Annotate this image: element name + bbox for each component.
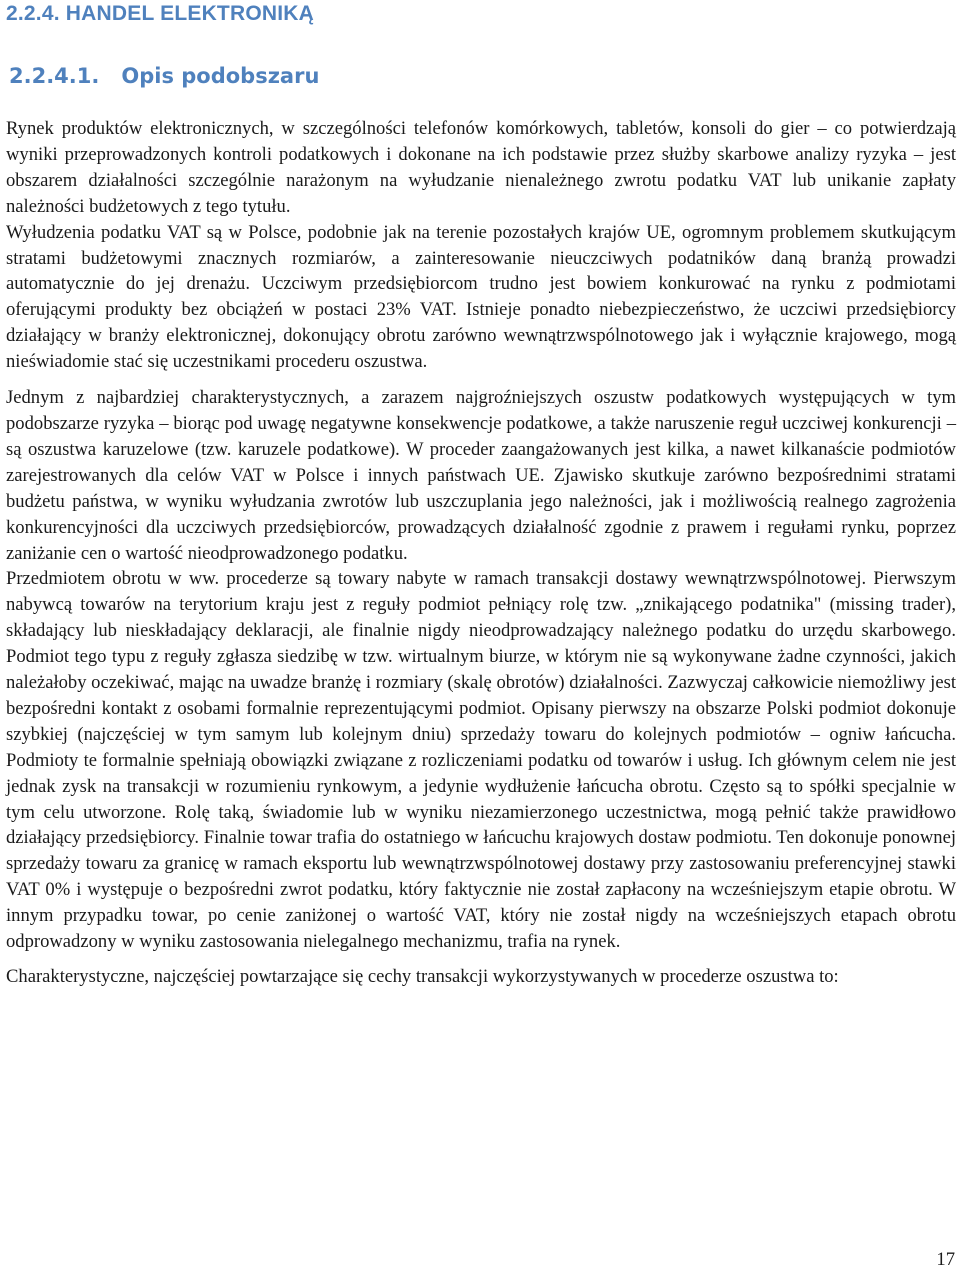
body-text bbox=[6, 116, 956, 990]
paragraph-characteristics: Charakterystyczne, najczęściej powtarzające się cechy transakcji wykorzystywanych w procederze oszustwa to: bbox=[6, 966, 839, 987]
subsection-number: 2.2.4.1. bbox=[9, 64, 100, 88]
section-heading: 2.2.4. HANDEL ELEKTRONIKĄ bbox=[6, 2, 314, 25]
paragraph-vat-fraud: Wyłudzenia podatku VAT są w Polsce, podobnie jak na terenie pozostałych krajów UE, ogromnym problemem skutkującym stratami budżetowymi znacznych rozmiarów, a zainteresowanie nieuczciwych podatników daną branżą prowadzi automatycznie do jej drenażu. Uczciwym przedsiębiorcom trudno jest bowiem konkurować na rynku z podmiotami oferującymi produkty bez obciążeń w postaci 23% VAT. Istnieje ponadto niebezpieczeństwo, że uczciwi przedsiębiorcy działający w branży elektronicznej, dokonujący obrotu zarówno wewnątrzwspólnotowego jak i wyłącznie krajowego, mogą nieświadomie stać się uczestnikami procederu oszustwa. bbox=[6, 221, 956, 373]
paragraph-mechanism: Przedmiotem obrotu w ww. procederze są towary nabyte w ramach transakcji dostawy wewnątrzwspólnotowej. Pierwszym nabywcą towarów na terytorium kraju jest z reguły podmiot pełniący rolę tzw. „znikającego podatnika" (missing trader), składający lub nieskładający deklaracji, ale finalnie nigdy nieodprowadzający należnego podatku do urzędu skarbowego. Podmiot tego typu z reguły zgłasza siedzibę w tzw. wirtualnym biurze, w którym nie są wykonywane żadne czynności, jakich należałoby oczekiwać, mając na uwadze branżę i rozmiary (skalę obrotów) działalności. Zazwyczaj całkowicie niemożliwy jest bezpośredni kontakt z osobami formalnie reprezentującymi podmiot. Opisany pierwszy na obszarze Polski podmiot dokonuje szybkiej (najczęściej w tym samym lub kolejnym dniu) sprzedaży towaru do kolejnych podmiotów – ogniw łańcucha. Podmioty te formalnie spełniają obowiązki związane z rozliczeniami podatku od towarów i usług. Ich głównym celem nie jest jednak zysk na transakcji w rozumieniu rynkowym, a jedynie wydłużenie łańcucha obrotu. Często są to spółki specjalnie w tym celu utworzone. Rolę taką, świadomie lub w wyniku niezamierzonego uczestnictwa, mogą pełnić także prawidłowo działający przedsiębiorcy. Finalnie towar trafia do ostatniego w łańcuchu krajowych dostaw podmiotu. Ten dokonuje ponownej sprzedaży towaru za granicę w ramach eksportu lub wewnątrzwspólnotowej dostawy przy zastosowaniu preferencyjnej stawki VAT 0% i występuje o bezpośredni zwrot podatku, który faktycznie nie został zapłacony na wcześniejszym etapie obrotu. W innym przypadku towar, po cenie zaniżonej o wartość VAT, który nie został nigdy na wcześniejszych etapach obrotu odprowadzony w wyniku zastosowania nielegalnego mechanizmu, trafia na rynek. bbox=[6, 568, 956, 953]
subsection-heading bbox=[9, 64, 319, 88]
subsection-title: Opis podobszaru bbox=[121, 64, 320, 88]
paragraph-intro: Rynek produktów elektronicznych, w szczególności telefonów komórkowych, tabletów, konsoli do gier – co potwierdzają wyniki przeprowadzonych kontroli podatkowych i dokonane na ich podstawie przez służby skarbowe analizy ryzyka – jest obszarem działalności szczególnie narażonym na wyłudzanie nienależnego zwrotu podatku VAT lub unikanie zapłaty należności budżetowych z tego tytułu. bbox=[6, 118, 956, 217]
paragraph-carousel-fraud: Jednym z najbardziej charakterystycznych, a zarazem najgroźniejszych oszustw podatkowych występujących w tym podobszarze ryzyka – biorąc pod uwagę negatywne konsekwencje podatkowe, a także naruszenie reguł uczciwej konkurencji – są oszustwa karuzelowe (tzw. karuzele podatkowe). W proceder zaangażowanych jest kilka, a nawet kilkanaście podmiotów zarejestrowanych dla celów VAT w Polsce i innych państwach UE. Zjawisko skutkuje zarówno bezpośrednimi stratami budżetu państwa, w wyniku wyłudzania zwrotów lub uszczuplania jego należności, jak i możliwością realnego zagrożenia konkurencyjności dla uczciwych przedsiębiorców, prowadzących działalność zgodnie z prawem i regułami rynku, poprzez zaniżanie cen o wartość nieodprowadzonego podatku. bbox=[6, 387, 956, 564]
page-number: 17 bbox=[936, 1249, 955, 1270]
